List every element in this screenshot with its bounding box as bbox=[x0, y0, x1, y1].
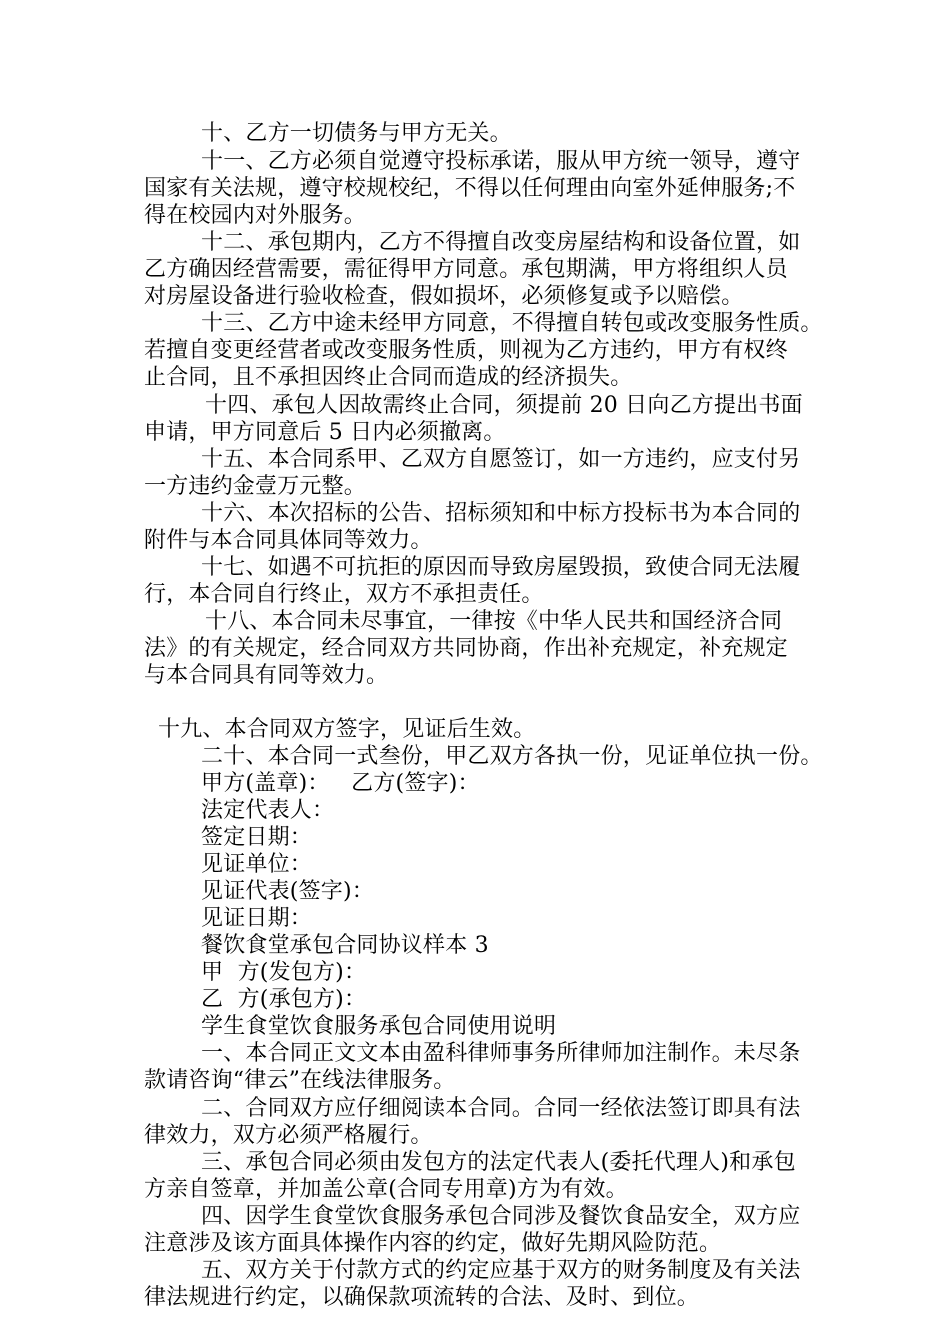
clause-18-line-1: 十八、本合同未尽事宜，一律按《中华人民共和国经济合同 bbox=[205, 609, 783, 634]
clause-19-line-1: 十九、本合同双方签字，见证后生效。 bbox=[158, 717, 536, 742]
note-1-line-2: 款请咨询“律云”在线法律服务。 bbox=[144, 1068, 456, 1093]
note-3-line-1: 三、承包合同必须由发包方的法定代表人(委托代理人)和承包 bbox=[201, 1150, 796, 1175]
note-4-line-1: 四、因学生食堂饮食服务承包合同涉及餐饮食品安全，双方应 bbox=[201, 1204, 801, 1229]
sample-3-heading: 餐饮食堂承包合同协议样本 3 bbox=[201, 933, 489, 958]
clause-12-line-3: 对房屋设备进行验收检查，假如损坏，必须修复或予以赔偿。 bbox=[144, 284, 744, 309]
clause-17-line-1: 十七、如遇不可抗拒的原因而导致房屋毁损，致使合同无法履 bbox=[201, 555, 801, 580]
witness-date-label: 见证日期： bbox=[201, 906, 313, 931]
usage-instructions-heading: 学生食堂饮食服务承包合同使用说明 bbox=[201, 1014, 557, 1039]
clause-13-line-1: 十三、乙方中途未经甲方同意，不得擅自转包或改变服务性质。 bbox=[201, 311, 823, 336]
note-1-line-1: 一、本合同正文文本由盈科律师事务所律师加注制作。未尽条 bbox=[201, 1041, 801, 1066]
legal-representative-label: 法定代表人： bbox=[201, 798, 335, 823]
clause-14-line-2: 申请，甲方同意后 5 日内必须撤离。 bbox=[144, 420, 506, 445]
note-5-line-1: 五、双方关于付款方式的约定应基于双方的财务制度及有关法 bbox=[201, 1258, 801, 1283]
clause-14-line-1: 十四、承包人因故需终止合同，须提前 20 日向乙方提出书面 bbox=[205, 393, 803, 418]
clause-16-line-2: 附件与本合同具体同等效力。 bbox=[144, 528, 433, 553]
signing-date-label: 签定日期： bbox=[201, 825, 313, 850]
clause-15-line-1: 十五、本合同系甲、乙双方自愿签订，如一方违约，应支付另 bbox=[201, 447, 801, 472]
clause-17-line-2: 行，本合同自行终止，双方不承担责任。 bbox=[144, 582, 544, 607]
note-5-line-2: 律法规进行约定，以确保款项流转的合法、及时、到位。 bbox=[144, 1285, 700, 1310]
clause-13-line-2: 若擅自变更经营者或改变服务性质，则视为乙方违约，甲方有权终 bbox=[144, 338, 788, 363]
clause-18-line-3: 与本合同具有同等效力。 bbox=[144, 663, 389, 688]
note-2-line-1: 二、合同双方应仔细阅读本合同。合同一经依法签订即具有法 bbox=[201, 1096, 801, 1121]
note-2-line-2: 律效力，双方必须严格履行。 bbox=[144, 1123, 433, 1148]
witness-representative-label: 见证代表(签字)： bbox=[201, 879, 374, 904]
clause-12-line-2: 乙方确因经营需要，需征得甲方同意。承包期满，甲方将组织人员 bbox=[144, 257, 788, 282]
note-4-line-2: 注意涉及该方面具体操作内容的约定，做好先期风险防范。 bbox=[144, 1231, 722, 1256]
clause-18-line-2: 法》的有关规定，经合同双方共同协商，作出补充规定，补充规定 bbox=[144, 636, 788, 661]
clause-13-line-3: 止合同，且不承担因终止合同而造成的经济损失。 bbox=[144, 365, 633, 390]
note-3-line-2: 方亲自签章，并加盖公章(合同专用章)方为有效。 bbox=[144, 1177, 628, 1202]
clause-15-line-2: 一方违约金壹万元整。 bbox=[144, 474, 367, 499]
clause-12-line-1: 十二、承包期内，乙方不得擅自改变房屋结构和设备位置，如 bbox=[201, 230, 801, 255]
party-a-contractor-label: 甲 方(发包方)： bbox=[201, 960, 367, 985]
witness-unit-label: 见证单位： bbox=[201, 852, 313, 877]
clause-16-line-1: 十六、本次招标的公告、招标须知和中标方投标书为本合同的 bbox=[201, 501, 801, 526]
clause-11-line-3: 得在校园内对外服务。 bbox=[144, 203, 367, 228]
signature-party-a-b: 甲方(盖章)： 乙方(签字)： bbox=[201, 771, 480, 796]
clause-20-line-1: 二十、本合同一式叁份，甲乙双方各执一份，见证单位执一份。 bbox=[201, 744, 823, 769]
clause-11-line-1: 十一、乙方必须自觉遵守投标承诺，服从甲方统一领导，遵守 bbox=[201, 149, 801, 174]
clause-11-line-2: 国家有关法规，遵守校规校纪，不得以任何理由向室外延伸服务;不 bbox=[144, 176, 796, 201]
party-b-contractor-label: 乙 方(承包方)： bbox=[201, 987, 367, 1012]
clause-10-line-1: 十、乙方一切债务与甲方无关。 bbox=[201, 121, 512, 146]
